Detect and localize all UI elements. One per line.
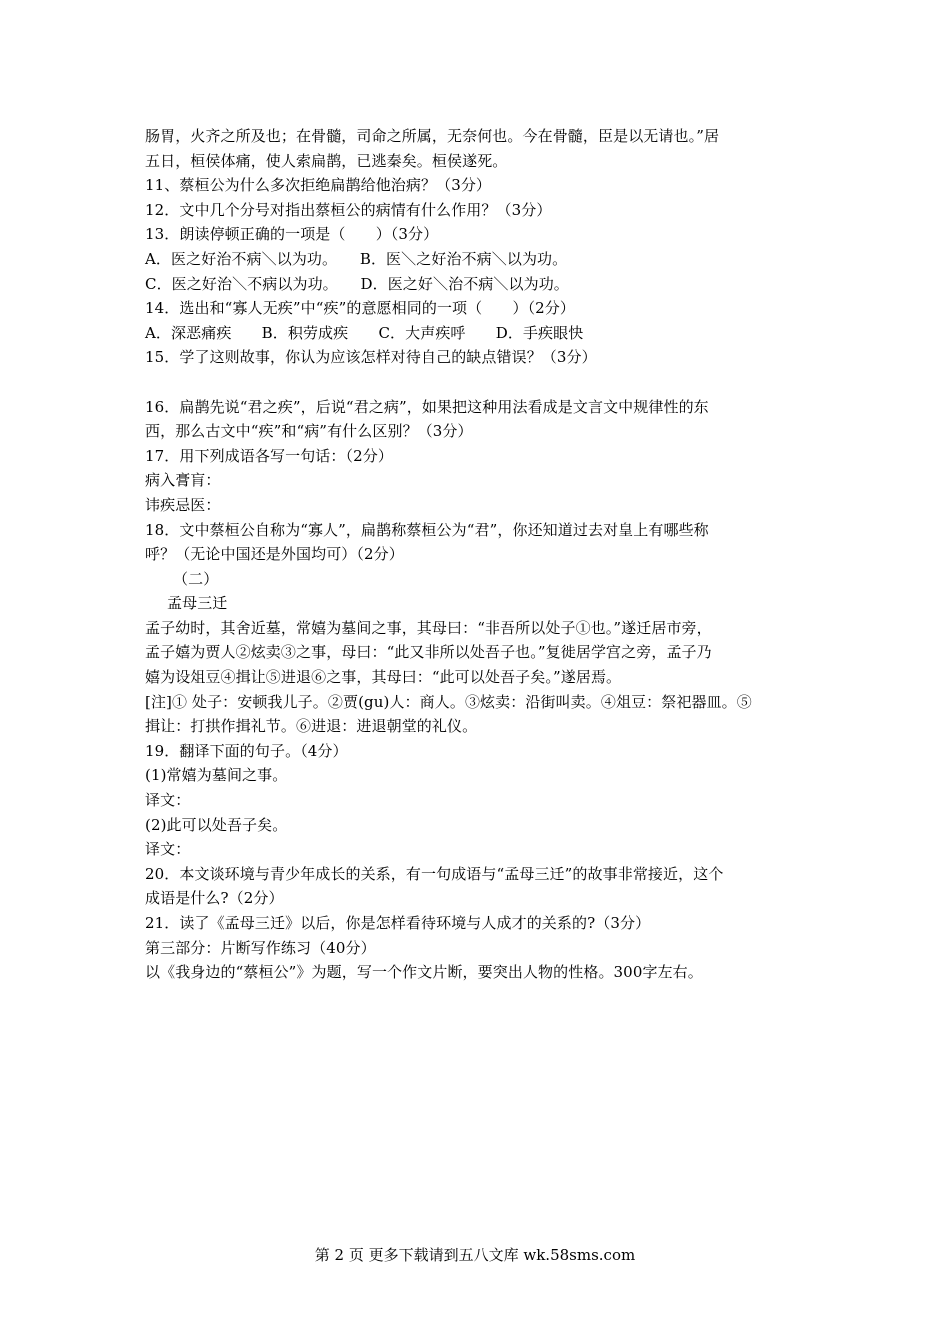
question-11: 11、蔡桓公为什么多次拒绝扁鹊给他治病？（3分） — [145, 176, 492, 195]
page-footer: 第 2 页 更多下载请到五八文库 wk.58sms.com — [314, 1246, 636, 1264]
notes-line: [注]① 处子：安顿我儿子。②贾(gu)人：商人。③炫卖：沿街叫卖。④俎豆：祭祀器皿。⑤ — [145, 692, 752, 711]
question-14: 14．选出和“寡人无疾”中“疾”的意愿相同的一项（ ）（2分） — [145, 299, 576, 318]
translation-label: 译文： — [145, 840, 191, 859]
option-line: A．医之好治不病＼以为功。 B．医＼之好治不病＼以为功。 — [145, 249, 568, 268]
blank-line — [145, 370, 815, 395]
question-16: 16．扁鹊先说“君之疾”，后说“君之病”，如果把这种用法看成是文言文中规律性的东 — [145, 397, 709, 416]
question-19: 19．翻译下面的句子。（4分） — [145, 741, 348, 760]
text-line: (2)此可以处吾子矣。 — [145, 815, 288, 834]
idiom-line: 病入膏肓： — [145, 471, 221, 490]
notes-line: 揖让：打拱作揖礼节。⑥进退：进退朝堂的礼仪。 — [145, 717, 478, 736]
passage-line: 孟子嬉为贾人②炫卖③之事，母曰：“此又非所以处吾子也。”复徙居学宫之旁，孟子乃 — [145, 643, 712, 662]
document-body — [145, 124, 815, 985]
text-line: (1)常嬉为墓间之事。 — [145, 766, 288, 785]
text-line: 五日，桓侯体痛，使人索扁鹊，已逃秦矣。桓侯遂死。 — [145, 151, 508, 170]
translation-label: 译文： — [145, 791, 191, 810]
question-12: 12．文中几个分号对指出蔡桓公的病情有什么作用？（3分） — [145, 200, 552, 219]
passage-line: 嬉为设俎豆④揖让⑤进退⑥之事，其母曰：“此可以处吾子矣。”遂居焉。 — [145, 668, 622, 687]
passage-title: 孟母三迁 — [167, 594, 228, 613]
idiom-line: 讳疾忌医： — [145, 495, 221, 514]
question-15: 15．学了这则故事，你认为应该怎样对待自己的缺点错误？（3分） — [145, 348, 597, 367]
question-20: 20．本文谈环境与青少年成长的关系，有一句成语与“孟母三迁”的故事非常接近，这个 — [145, 864, 724, 883]
text-line: 肠胃，火齐之所及也；在骨髓，司命之所属，无奈何也。今在骨髓，臣是以无请也。”居 — [145, 127, 720, 145]
writing-prompt: 以《我身边的“蔡桓公”》为题，写一个作文片断，要突出人物的性格。300字左右。 — [145, 963, 703, 982]
section-heading: （二） — [173, 569, 219, 588]
text-line: 西，那么古文中“疾”和“病”有什么区别？（3分） — [145, 422, 473, 441]
question-21: 21．读了《孟母三迁》以后，你是怎样看待环境与人成才的关系的?（3分） — [145, 914, 651, 932]
text-line: 成语是什么?（2分） — [145, 889, 284, 908]
option-line: A．深恶痛疾 B．积劳成疾 C．大声疾呼 D．手疾眼快 — [145, 323, 584, 342]
option-line: C．医之好治＼不病以为功。 D．医之好＼治不病＼以为功。 — [145, 274, 569, 293]
question-13: 13．朗读停顿正确的一项是（ ）（3分） — [145, 225, 439, 244]
question-17: 17．用下列成语各写一句话：（2分） — [145, 446, 393, 465]
passage-line: 孟子幼时，其舍近墓，常嬉为墓间之事，其母曰：“非吾所以处子①也。”遂迁居市旁， — [145, 618, 712, 637]
question-18: 18．文中蔡桓公自称为“寡人”，扁鹊称蔡桓公为“君”，你还知道过去对皇上有哪些称 — [145, 520, 709, 539]
text-line: 呼？（无论中国还是外国均可）（2分） — [145, 545, 404, 564]
part-three-heading: 第三部分：片断写作练习（40分） — [145, 938, 376, 957]
